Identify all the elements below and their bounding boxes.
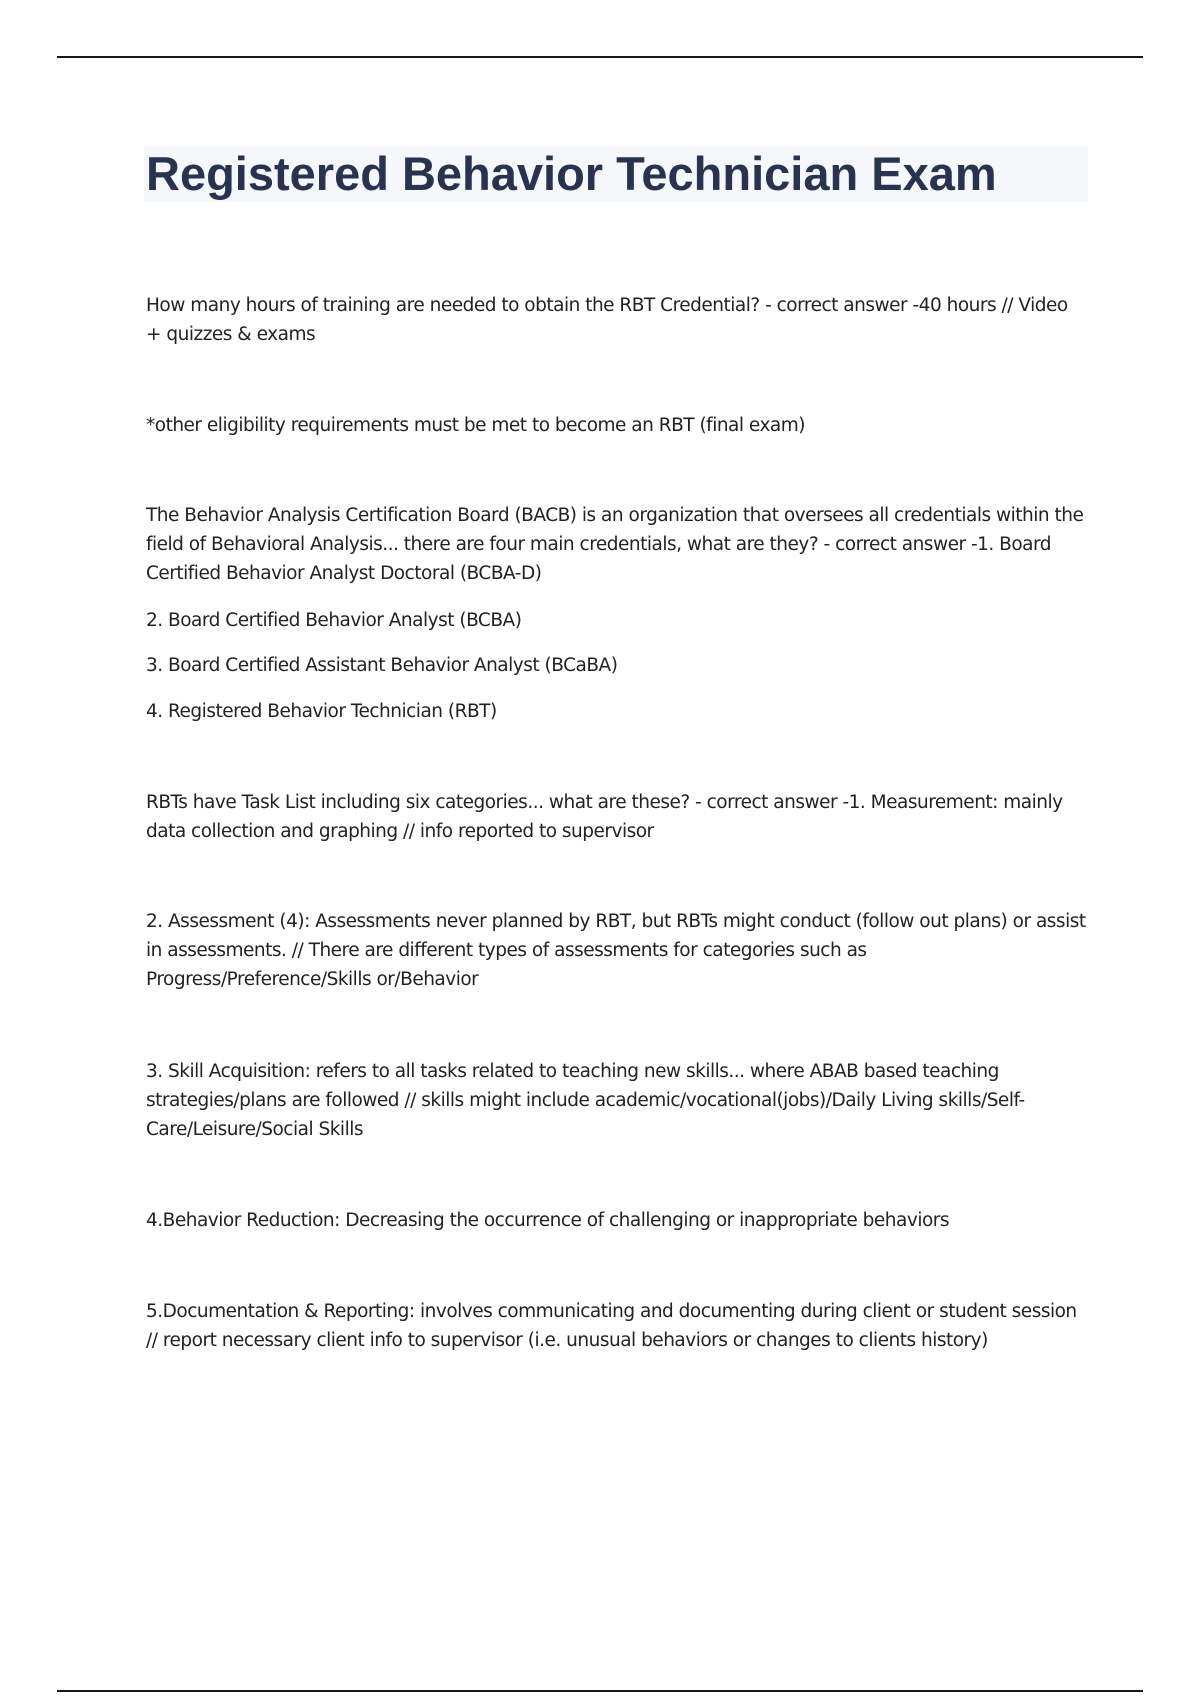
- paragraph-task-list: RBTs have Task List including six categories... what are these? - correct answer -1. Measurement: mainly data collection and graphing // info reported to supervisor: [146, 792, 1063, 842]
- paragraph-behavior-reduction: 4.Behavior Reduction: Decreasing the occurrence of challenging or inappropriate behaviors: [146, 1210, 950, 1231]
- paragraph-bacb-credentials: The Behavior Analysis Certification Board (BACB) is an organization that oversees all credentials within the field of Behavioral Analysis... there are four main credentials, what are they? - correct answer -1. Board Certified Behavior Analyst Doctoral (BCBA-D): [146, 505, 1084, 584]
- paragraph-eligibility: *other eligibility requirements must be met to become an RBT (final exam): [146, 415, 805, 436]
- paragraph-credential-bcba: 2. Board Certified Behavior Analyst (BCBA): [146, 610, 522, 631]
- paragraph-credential-rbt: 4. Registered Behavior Technician (RBT): [146, 701, 497, 722]
- paragraph-skill-acquisition: 3. Skill Acquisition: refers to all tasks related to teaching new skills... where ABAB based teaching strategies/plans are followed // skills might include academic/vocational(jobs)/Daily Living skills/Self-Care/Leisure/Social Skills: [146, 1061, 1025, 1140]
- paragraph-training-hours: How many hours of training are needed to obtain the RBT Credential? - correct answer -40 hours // Video + quizzes & exams: [146, 295, 1068, 345]
- paragraph-credential-bcaba: 3. Board Certified Assistant Behavior Analyst (BCaBA): [146, 655, 618, 676]
- paragraph-documentation: 5.Documentation & Reporting: involves communicating and documenting during client or student session // report necessary client info to supervisor (i.e. unusual behaviors or changes to clients history): [146, 1301, 1077, 1351]
- header-rule: [57, 56, 1143, 58]
- footer-rule: [57, 1690, 1143, 1692]
- document-title: Registered Behavior Technician Exam: [146, 147, 997, 200]
- paragraph-assessment: 2. Assessment (4): Assessments never planned by RBT, but RBTs might conduct (follow out plans) or assist in assessments. // There are different types of assessments for categories such as Progress/Preference/Skills or/Behavior: [146, 911, 1086, 990]
